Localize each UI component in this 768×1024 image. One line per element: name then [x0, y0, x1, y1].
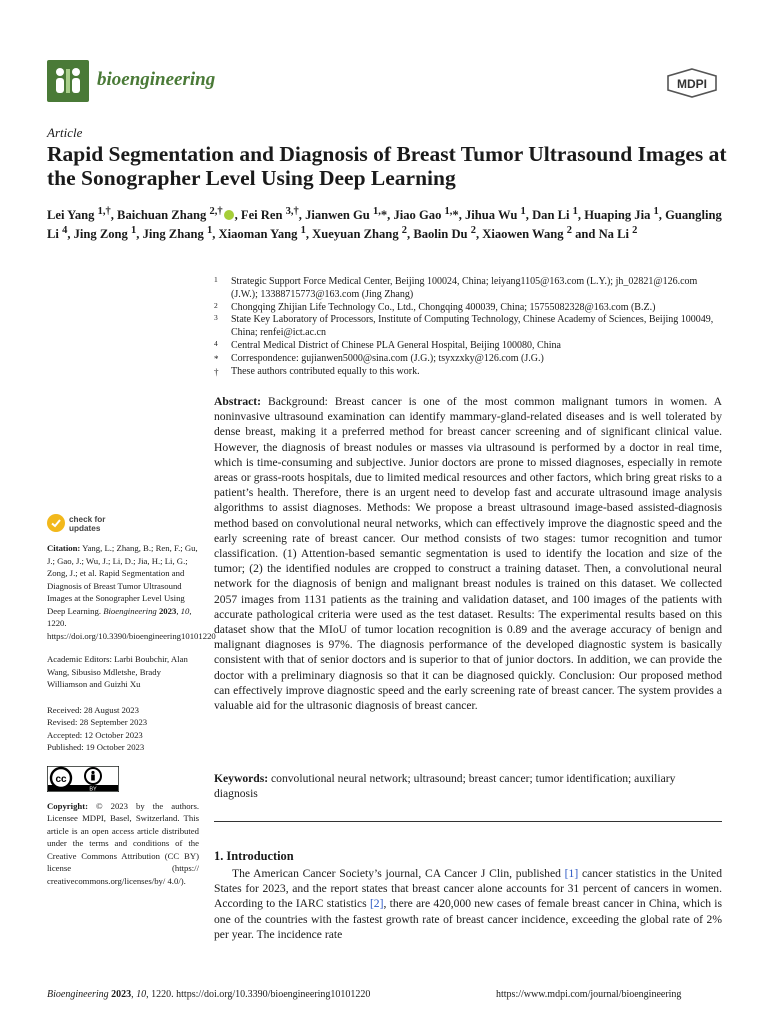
revised-date: Revised: 28 September 2023: [47, 717, 148, 727]
mdpi-logo-icon[interactable]: [666, 68, 718, 98]
affiliation-item: [214, 276, 724, 302]
journal-name[interactable]: bioengineering: [97, 69, 216, 90]
affiliation-item: [214, 314, 724, 340]
abstract-label: Abstract:: [214, 395, 262, 408]
affiliation-item: [214, 340, 724, 353]
academic-editors: Academic Editors: Larbi Boubchir, Alan Wang, Sibusiso Mdletshe, Brady Williamson and Guizhi Xu: [47, 654, 188, 689]
cc-by-label: BY: [89, 786, 97, 792]
affiliation-text: Chongqing Zhijian Life Technology Co., Ltd., Chongqing 400039, China; 15755082328@163.com (B.Z.): [231, 301, 656, 313]
svg-text:cc: cc: [55, 773, 67, 785]
check-updates-line1: check for: [69, 515, 106, 524]
affiliation-item: [214, 366, 724, 379]
affiliation-marker: 3: [214, 313, 218, 323]
article-title: Rapid Segmentation and Diagnosis of Breast Tumor Ultrasound Images at the Sonographer Level Using Deep Learning: [47, 142, 727, 190]
affiliation-marker: 1: [214, 275, 218, 284]
received-date: Received: 28 August 2023: [47, 704, 139, 715]
accepted-date: Accepted: 12 October 2023: [47, 729, 143, 740]
author-list: Lei Yang $^{1,\dagger}$, Baichuan Zhang $^{2,\dagger}$ , Fei Ren $^{3,\dagger}$, Jianwen Gu $^{1,}$*, Jiao Gao $^{1,}$*, Jihua Wu $^1$, Dan Li $^1$, Huaping Jia $^1$, Guangling Li $^4$, Jing Zong $^1$, Jing Zhang $^1$, Xiaoman Yang $^1$, Xueyuan Zhang $^2$, Baolin Du $^2$, Xiaowen Wang $^2$ and Na Li $^2$: [47, 206, 722, 242]
affiliation-marker: 4: [214, 338, 218, 348]
affiliation-text: Strategic Support Force Medical Center, Beijing 100024, China; leiyang1105@163.com (L.Y.); jh_02821@126.com (J.W.); 13388715773@163.com (Jing Zhang): [231, 276, 698, 300]
cc-by-license-icon[interactable]: [47, 766, 119, 792]
sidebar-info: [47, 542, 216, 887]
affiliation-item: [214, 353, 724, 366]
check-for-updates-button[interactable]: [47, 514, 122, 536]
published-date: Published: 19 October 2023: [47, 742, 145, 752]
affiliations: [214, 276, 724, 378]
publisher-name: MDPI: [677, 77, 707, 91]
affiliation-text: Correspondence: gujianwen5000@sina.com (J.G.); tsyxzxky@126.com (J.G.): [231, 352, 544, 364]
check-updates-line2: updates: [69, 524, 101, 533]
article-type: Article: [47, 125, 83, 140]
section-divider: [214, 821, 722, 822]
affiliation-marker: 2: [214, 300, 218, 310]
citation: Citation: Yang, L.; Zhang, B.; Ren, F.; Gu, J.; Gao, J.; Wu, J.; Li, D.; Jia, H.; Li, G.; Zong, J.; et al. Rapid Segmentation and Diagnosis of Breast Tumor Ultrasound Images at the Sonographer Level Using Deep Learning. Bioengineering 2023, 10, 1220. https://doi.org/10.3390/bioengineering10101220: [47, 543, 216, 641]
footer-citation: Bioengineering 2023, 10, 1220. https://doi.org/10.3390/bioengineering10101220: [47, 989, 371, 1000]
affiliation-marker: †: [214, 366, 219, 377]
article-dates: [47, 704, 199, 754]
affiliation-text: State Key Laboratory of Processors, Institute of Computing Technology, Chinese Academy of Sciences, Beijing 100049, China; renfei@ict.ac.cn: [231, 314, 714, 339]
journal-logo-icon: [47, 60, 89, 102]
abstract: [214, 394, 722, 713]
intro-paragraph: The American Cancer Society’s journal, CA Cancer J Clin, published [1] cancer statistics in the United States for 2023, and the report states that breast cancer alone accounts for 31 percent of cancers in women. According to the IARC statistics [2], there are 420,000 new cases of female breast cancer in China, which is one of the countries with the fastest growth rate of breast cancer incidence, exceeding the global rate of 2% per year. The incidence rate: [214, 867, 722, 941]
check-for-updates-icon: [47, 514, 65, 532]
copyright-notice: Copyright: © 2023 by the authors. Licensee MDPI, Basel, Switzerland. This article is an open access article distributed under the terms and conditions of the Creative Commons Attribution (CC BY) license (https:// creativecommons.org/licenses/by/ 4.0/).: [47, 800, 199, 886]
affiliation-text: These authors contributed equally to this work.: [231, 365, 420, 377]
abstract-text: Background: Breast cancer is one of the most common malignant tumors in women. A noninvasive ultrasound examination can identify mammary-gland-related diseases and is well tolerated by dense breast, making it a preferred method for breast cancer screening and of significant clinical value. However, the diagnosis of breast nodules or masses via ultrasound is performed by a doctor in real time, which is time-consuming and subjective. Junior doctors are prone to missed diagnoses, especially in remote areas or grass-roots hospitals, due to limited medical resources and other factors, which bring great risks to a patient’s health. Therefore, there is an urgent need to develop fast and accurate ultrasound image analysis algorithms to assist diagnoses. Methods: We propose a breast ultrasound image-based assisted-diagnosis method based on convolutional neural networks, which can effectively improve the diagnostic speed and the early screening rate of breast cancer. Our method consists of two stages: tumor recognition and tumor classification. (1) Attention-based semantic segmentation is used to identify the location and size of the tumor; (2) the identified nodules are cropped to construct a training dataset. Then, a convolutional neural network for the diagnosis of benign and malignant breast nodules is trained on this dataset. We collected 2057 images from 1131 patients as the training and validation dataset, and 100 images of the patients with accurate pathological criteria were used as the test dataset. Results: The experimental results based on this dataset show that the MIoU of tumor location recognition is 0.89 and the average accuracy of benign and malignant diagnoses is 97%. The diagnosis performance of the developed diagnostic system is basically consistent with that of senior doctors and is superior to that of junior doctors. In addition, we can provide the doctor with a preliminary diagnosis so that it can be diagnosed quickly. Conclusion: Our proposed method can effectively improve diagnostic speed and the early screening rate of breast cancer. The system provides a valuable aid for the ultrasonic diagnosis of breast cancer.: [214, 395, 722, 713]
keywords-text: convolutional neural network; ultrasound; breast cancer; tumor identification; auxiliary diagnosis: [214, 772, 676, 801]
keywords: [214, 771, 722, 801]
orcid-icon[interactable]: [224, 210, 234, 220]
affiliation-text: Central Medical District of Chinese PLA General Hospital, Beijing 100080, China: [231, 339, 561, 351]
keywords-label: Keywords:: [214, 772, 269, 785]
affiliation-item: [214, 302, 724, 315]
intro-heading: 1. Introduction: [214, 849, 294, 863]
footer-journal-url[interactable]: https://www.mdpi.com/journal/bioengineering: [496, 989, 682, 1000]
affiliation-marker: *: [214, 353, 219, 364]
